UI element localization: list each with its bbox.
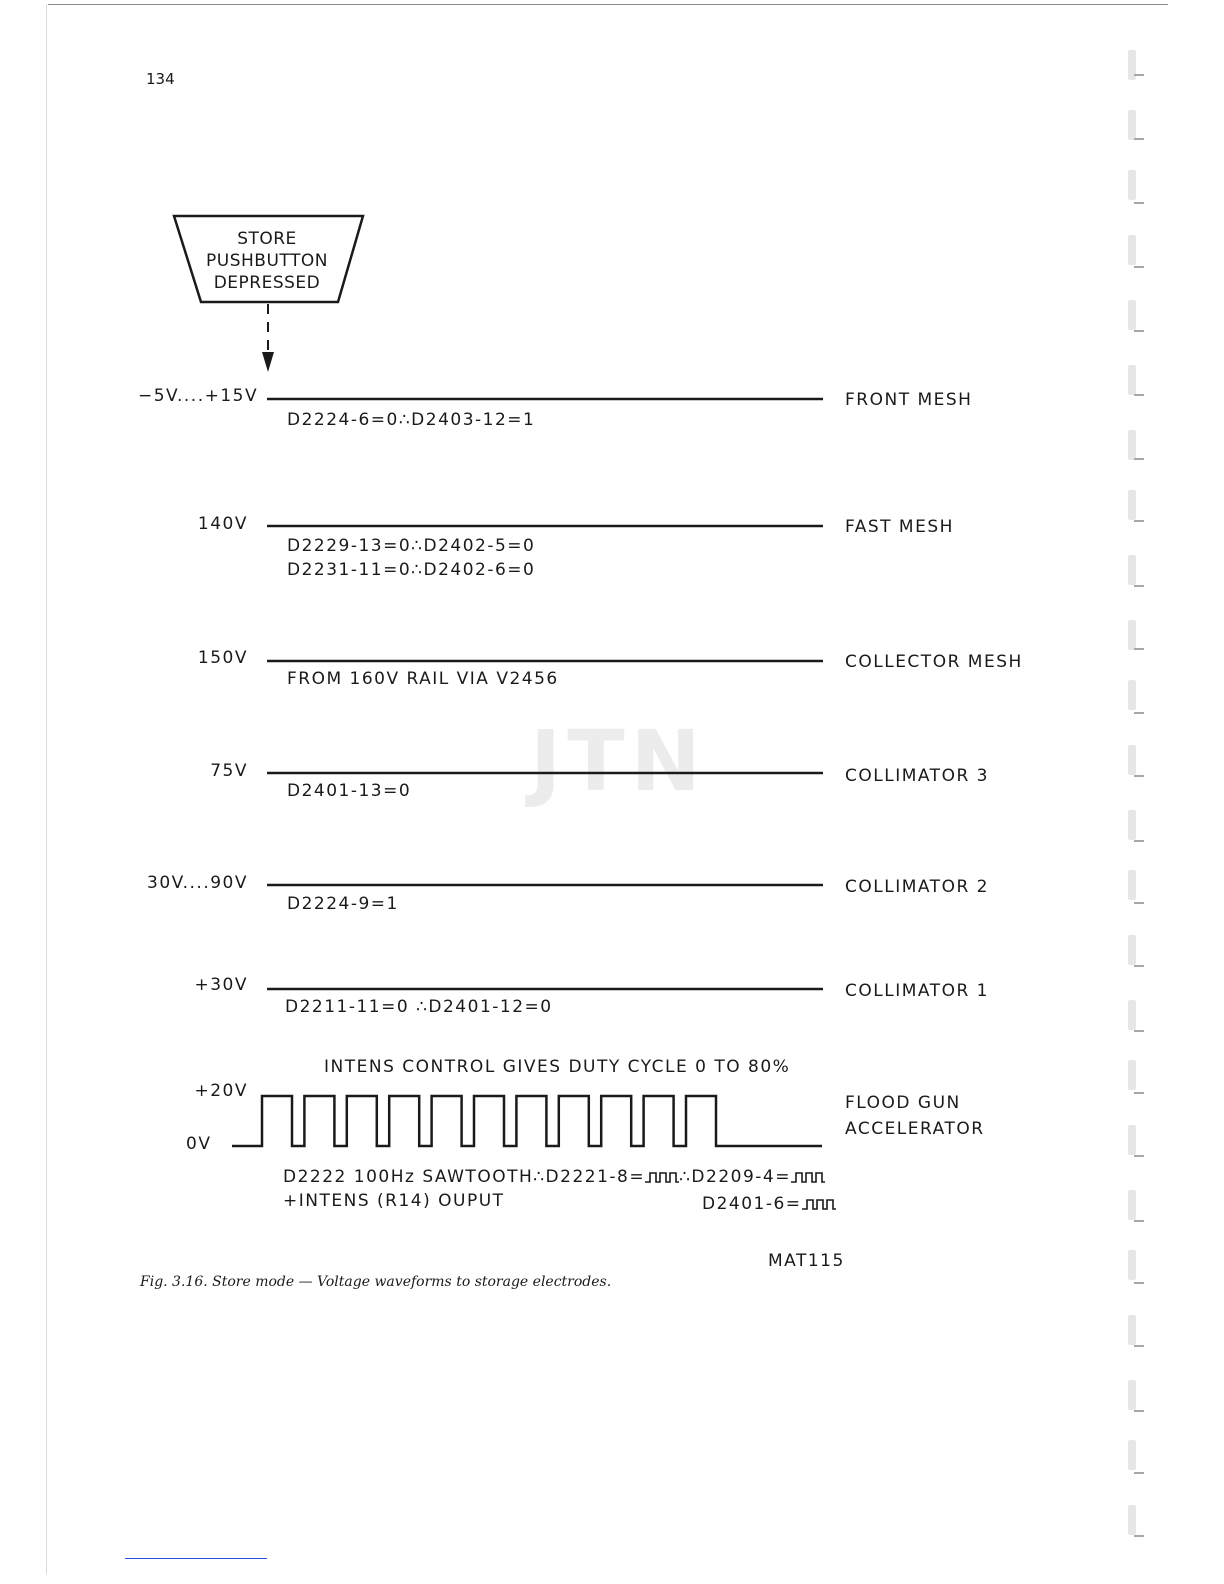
d2401-6-label: D2401-6=	[702, 1194, 802, 1214]
collimator-3-note: D2401-13=0	[287, 781, 412, 801]
collimator-3-voltage: 75V	[210, 761, 248, 781]
front-mesh-name: FRONT MESH	[845, 390, 973, 410]
d2401-6-note	[702, 1194, 836, 1214]
duty-cycle-note: INTENS CONTROL GIVES DUTY CYCLE 0 TO 80%	[324, 1057, 791, 1077]
intens-output-note: +INTENS (R14) OUPUT	[283, 1191, 505, 1211]
collector-mesh-note: FROM 160V RAIL VIA V2456	[287, 669, 559, 689]
fast-mesh-name: FAST MESH	[845, 517, 954, 537]
watermark: JTN	[530, 712, 707, 810]
collimator-2-note: D2224-9=1	[287, 894, 399, 914]
figure-caption: Fig. 3.16. Store mode — Voltage waveforms to storage electrodes.	[140, 1274, 612, 1290]
front-mesh-note: D2224-6=0∴D2403-12=1	[287, 410, 536, 430]
collector-mesh-name: COLLECTOR MESH	[845, 652, 1023, 672]
pulse-train-icon	[645, 1171, 679, 1183]
store-label-line-1: STORE	[237, 229, 297, 249]
collector-mesh-voltage: 150V	[197, 648, 248, 668]
trigger-arrowhead	[262, 352, 274, 372]
fast-mesh-note-2: D2231-11=0∴D2402-6=0	[287, 560, 536, 580]
flood-gun-square-wave	[232, 1096, 822, 1146]
collimator-1-voltage: +30V	[194, 975, 248, 995]
pulse-train-icon	[802, 1198, 836, 1210]
flood-gun-high-level: +20V	[194, 1081, 248, 1101]
pulse-train-icon	[791, 1171, 825, 1183]
store-label-line-2: PUSHBUTTON	[206, 251, 328, 271]
flood-gun-name-line-2: ACCELERATOR	[845, 1119, 985, 1139]
figure-reference-code: MAT115	[768, 1251, 845, 1271]
fast-mesh-note-1: D2229-13=0∴D2402-5=0	[287, 536, 536, 556]
store-pushbutton-label	[186, 228, 348, 294]
collimator-2-name: COLLIMATOR 2	[845, 877, 989, 897]
footnote-rule	[125, 1558, 267, 1559]
collimator-3-name: COLLIMATOR 3	[845, 766, 989, 786]
flood-gun-name-line-1: FLOOD GUN	[845, 1093, 961, 1113]
store-label-line-3: DEPRESSED	[213, 273, 321, 293]
flood-gun-low-level: 0V	[186, 1134, 212, 1154]
sawtooth-note: D2222 100Hz SAWTOOTH∴D2221-8=	[283, 1167, 646, 1187]
front-mesh-voltage: −5V....+15V	[138, 386, 259, 406]
d2209-note: ∴D2209-4=	[679, 1167, 791, 1187]
collimator-1-note: D2211-11=0 ∴D2401-12=0	[285, 997, 553, 1017]
page-number: 134	[146, 70, 175, 88]
collimator-2-voltage: 30V....90V	[147, 873, 248, 893]
flood-gun-note-line-1	[283, 1167, 825, 1187]
fast-mesh-voltage: 140V	[197, 514, 248, 534]
collimator-1-name: COLLIMATOR 1	[845, 981, 989, 1001]
